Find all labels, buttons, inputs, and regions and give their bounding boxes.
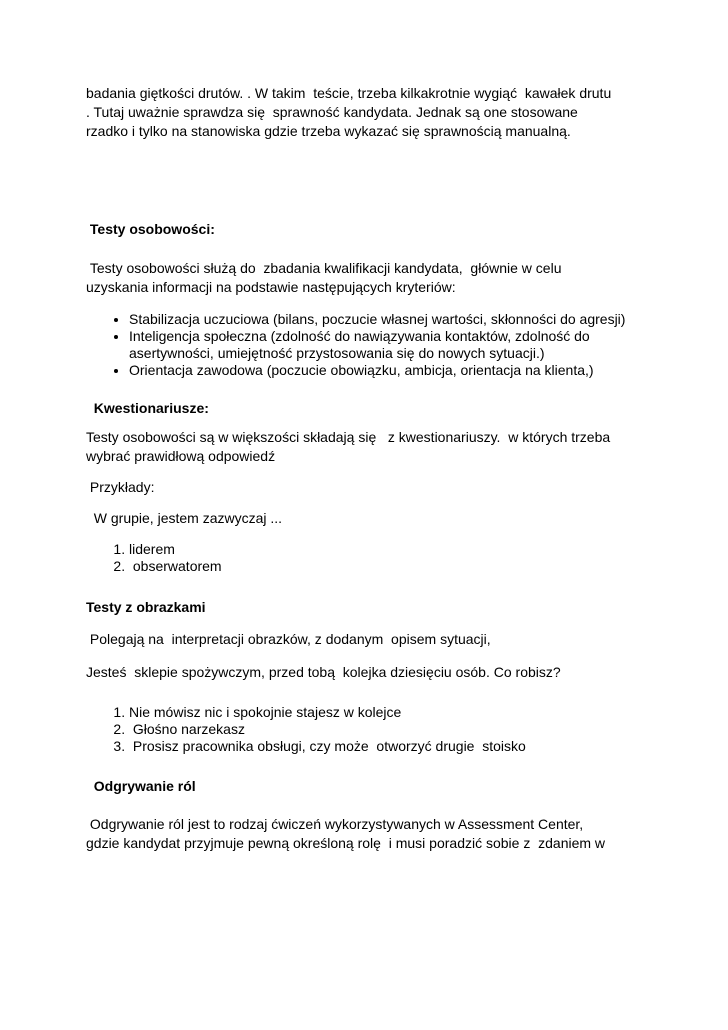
document-page: [86, 84, 656, 853]
role-play-paragraph: [86, 815, 656, 853]
section-heading-questionnaires: Kwestionariusze:: [86, 400, 209, 416]
scenario-answer-list: [86, 704, 656, 755]
text-line: uzyskania informacji na podstawie następujących kryteriów:: [86, 279, 456, 295]
list-item: • Stabilizacja uczuciowa (bilans, poczucie własnej wartości, skłonności do agresji): [129, 311, 656, 328]
text-line: wybrać prawidłową odpowiedź: [86, 448, 276, 464]
text-line: . Tutaj uważnie sprawdza się sprawność kandydata. Jednak są one stosowane: [86, 104, 578, 120]
text-line: gdzie kandydat przyjmuje pewną określoną rolę i musi poradzić sobie z zdaniem w: [86, 835, 606, 851]
list-item: 3. Prosisz pracownika obsługi, czy może otworzyć drugie stoisko: [129, 738, 656, 755]
text-line: rzadko i tylko na stanowiska gdzie trzeba wykazać się sprawnością manualną.: [86, 123, 571, 139]
personality-paragraph: [86, 259, 656, 297]
section-heading-picture-tests: Testy z obrazkami: [86, 599, 206, 615]
examples-label: Przykłady:: [86, 479, 155, 495]
scenario-text: Jesteś sklepie spożywczym, przed tobą kolejka dziesięciu osób. Co robisz?: [86, 664, 561, 680]
example-answer-list: [86, 541, 656, 575]
list-item: • Orientacja zawodowa (poczucie obowiązku, ambicja, orientacja na klienta,): [129, 362, 656, 379]
text-line: Testy osobowości są w większości składają się z kwestionariuszy. w których trzeba: [86, 429, 611, 445]
questionnaires-paragraph: [86, 428, 656, 466]
criteria-list: [86, 311, 656, 379]
list-item: 1. liderem: [129, 541, 656, 558]
picture-tests-paragraph: Polegają na interpretacji obrazków, z dodanym opisem sytuacji,: [86, 631, 491, 647]
intro-paragraph: [86, 84, 656, 141]
section-heading-role-play: Odgrywanie ról: [86, 778, 196, 794]
list-item: • Inteligencja społeczna (zdolność do nawiązywania kontaktów, zdolność do asertywności, umiejętność przystosowania się do nowych sytuacji.): [129, 328, 656, 362]
text-line: Odgrywanie ról jest to rodzaj ćwiczeń wykorzystywanych w Assessment Center,: [86, 816, 584, 832]
list-item: 2. obserwatorem: [129, 558, 656, 575]
text-line: badania giętkości drutów. . W takim teście, trzeba kilkakrotnie wygiąć kawałek drutu: [86, 85, 612, 101]
list-item: 2. Głośno narzekasz: [129, 721, 656, 738]
text-line: Testy osobowości służą do zbadania kwalifikacji kandydata, głównie w celu: [86, 260, 562, 276]
example-question: W grupie, jestem zazwyczaj ...: [86, 510, 283, 526]
list-item: 1. Nie mówisz nic i spokojnie stajesz w kolejce: [129, 704, 656, 721]
section-heading-personality-tests: Testy osobowości:: [86, 221, 215, 237]
